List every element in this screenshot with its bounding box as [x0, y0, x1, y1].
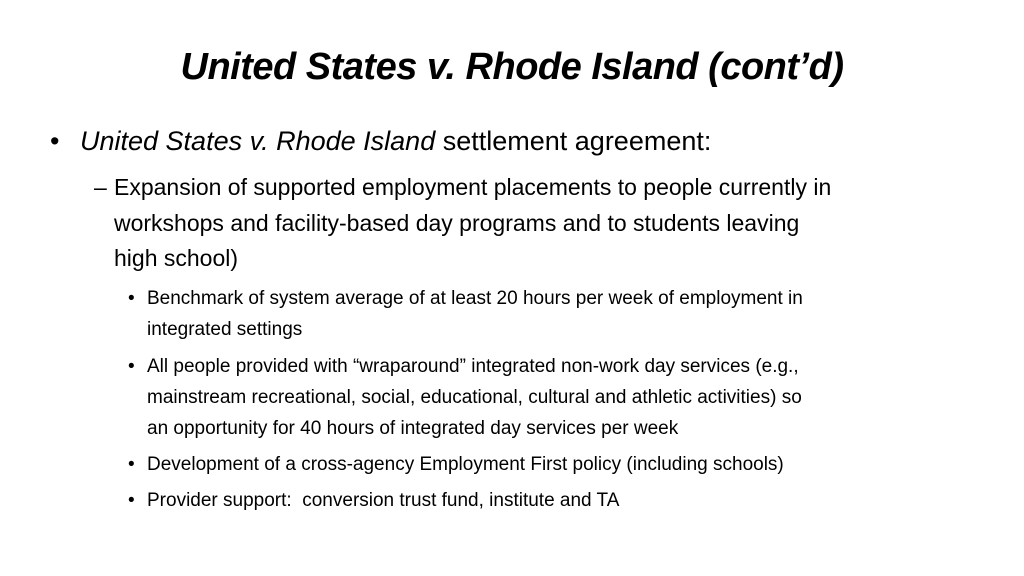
text-line: an opportunity for 40 hours of integrated day services per week — [147, 418, 679, 439]
text-line: mainstream recreational, social, educational, cultural and athletic activities) so — [147, 387, 802, 408]
text-line: Expansion of supported employment placements to people currently in — [114, 174, 832, 200]
bullet-text — [147, 485, 987, 516]
bullet-text — [147, 449, 987, 480]
bullet-text — [147, 351, 987, 444]
bullet-text — [80, 124, 711, 158]
bullet-marker: • — [128, 490, 135, 511]
bullet-text — [147, 283, 987, 345]
text-line: integrated settings — [147, 319, 303, 340]
text-line: Provider support: conversion trust fund, institute and TA — [147, 490, 620, 511]
bullet-marker: • — [128, 356, 135, 377]
text-line: All people provided with “wraparound” integrated non-work day services (e.g., — [147, 356, 799, 377]
bullet-marker: • — [50, 126, 60, 156]
text-line: Benchmark of system average of at least 20 hours per week of employment in — [147, 288, 803, 309]
text-line: Development of a cross-agency Employment First policy (including schools) — [147, 454, 784, 475]
bullet-marker: • — [128, 454, 135, 475]
dash-marker: – — [94, 174, 107, 200]
slide-title: United States v. Rhode Island (cont’d) — [180, 46, 844, 88]
case-name: United States v. Rhode Island — [80, 126, 436, 156]
bullet-text — [114, 170, 994, 277]
bullet-marker: • — [128, 288, 135, 309]
text-line: workshops and facility-based day programs and to students leaving — [114, 209, 800, 236]
bullet-text-rest: settlement agreement: — [435, 126, 712, 156]
text-line: high school) — [114, 245, 239, 271]
